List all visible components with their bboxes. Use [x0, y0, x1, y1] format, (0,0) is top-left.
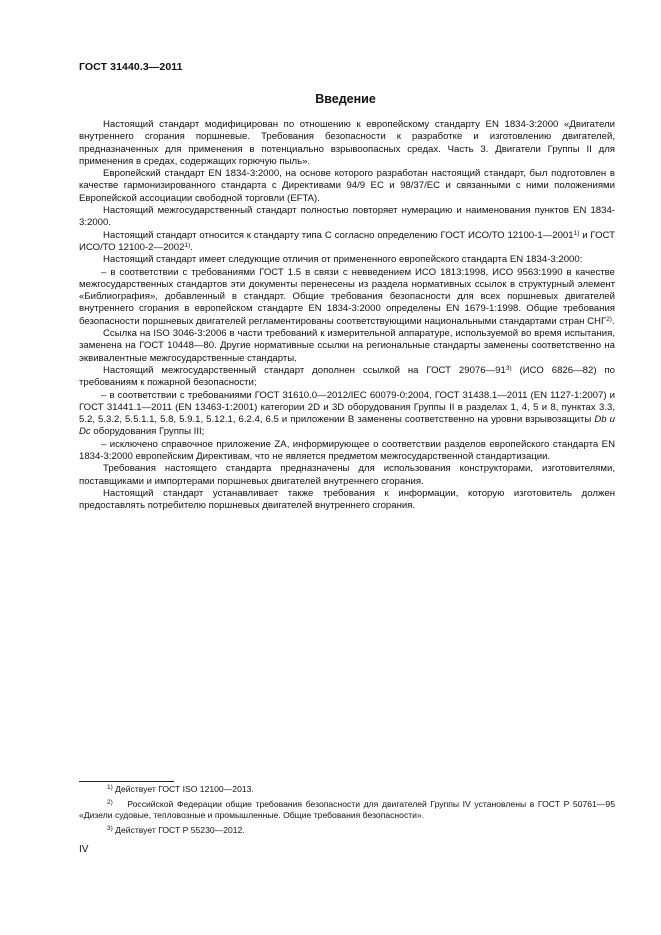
paragraph: Настоящий стандарт имеет следующие отличия от примененного европейского стандарта EN 1834-3:2000: — [103, 254, 583, 266]
paragraph: Настоящий межгосударственный стандарт полностью повторяет нумерацию и наименования пунктов EN 1834-3:2000. — [79, 205, 615, 229]
footnote-text: Российской Федерации общие требования безопасности для двигателей Группы IV установлены в ГОСТ Р 50761—95 «Дизели судовые, тепловозные и промышленные. Общие требования безопасности». — [79, 798, 615, 821]
italic-text: Db — [594, 414, 607, 426]
paragraph-text: – в соответствии с требованиями ГОСТ 1.5 в связи с невведением ИСО 1813:1998, ИСО 9563:1990 в качестве межгосударственных стандартов эти документы перенесены из раздела нормативных ссылок в структурный элемент «Библиография», добавленный в стандарт. Общие требования безопасности для всех поршневых двигателей внутреннего сгорания в европейском стандарте EN 1834-3:2000 определены EN 1679-1:1998. Общие требования безопасности поршневых двигателей регламентированы соответствующими национальными стандартами стран СНГ — [79, 266, 615, 327]
paragraph: Европейский стандарт EN 1834-3:2000, на основе которого разработан настоящий стандарт, был подготовлен в качестве гармонизированного стандарта с Директивами 94/9 ЕС и 98/37/ЕС и связанными с ними положениями Европейской ассоциации свободной торговли (EFTA). — [79, 168, 615, 204]
paragraph-text: оборудования Группы III; — [90, 426, 205, 438]
paragraph-text: – в соответствии с требованиями ГОСТ 31610.0—2012/IEC 60079-0:2004, ГОСТ 31438.1—2011 (EN 1127-1:2007) и ГОСТ 31441.1—2011 (EN 13463-1:2001) категории 2D и 3D оборудования Группы II в разделах 1, 4, 5 и 8, пунктах 3.3, 5.2, 5.3.2, 5.5.1.1, 5.8, 5.9.1, 5.12.1, 6.2.4, 6.5 и приложении В заменены соответственно на уровни взрывозащиты — [79, 389, 615, 426]
footnote-ref: 2) — [606, 315, 612, 323]
footnote-text: Действует ГОСТ ISO 12100—2013. — [115, 784, 254, 794]
footnote-ref: 1) — [184, 241, 191, 249]
footnote-mark: 1) — [107, 784, 113, 791]
paragraph: Ссылка на ISO 3046-3:2006 в части требований к измерительной аппаратуре, используемой во время испытания, заменена на ГОСТ 10448—80. Другие нормативные ссылки на региональные стандарты заменены соответственно на эквивалентные межгосударственные стандарты. — [79, 328, 615, 364]
footnote-mark: 3) — [107, 824, 113, 832]
paragraph-text: Настоящий межгосударственный стандарт дополнен ссылкой на ГОСТ 29076—91 — [103, 364, 506, 376]
list-item — [79, 267, 615, 328]
italic-text: Dc — [79, 426, 91, 438]
footnote-text: Действует ГОСТ Р 55230—2012. — [115, 824, 245, 835]
paragraph — [79, 230, 615, 255]
footnote-ref: 3) — [505, 364, 512, 372]
paragraph-text: и ГОСТ ИСО/ТО 12100-2—2002 — [79, 229, 615, 253]
footnote — [79, 825, 615, 837]
paragraph-text: (ИСО 6826—82) по требованиям к пожарной безопасности; — [79, 364, 615, 389]
body-text — [79, 119, 615, 513]
standard-designation: ГОСТ 31440.3—2011 — [79, 61, 183, 73]
footnote — [79, 784, 615, 796]
paragraph: Настоящий стандарт модифицирован по отношению к европейскому стандарту EN 1834-3:2000 «Двигатели внутреннего сгорания поршневые. Требования безопасности к разработке и изготовлению двигателей, предназначенных для применения в потенциально взрывоопасных средах. Часть 3. Двигатели Группы II для применения в средах, содержащих горючую пыль». — [79, 119, 615, 167]
paragraph: Требования настоящего стандарта предназначены для использования конструкторами, изготовителями, поставщиками и импортерами поршневых двигателей внутреннего сгорания. — [79, 463, 615, 487]
italic-text: и — [609, 414, 615, 426]
footnotes — [79, 784, 615, 839]
footnote — [79, 799, 615, 822]
paragraph-text: Настоящий стандарт относится к стандарту типа С согласно определению ГОСТ ИСО/ТО 12100-1—2001 — [103, 229, 574, 241]
footnote-mark: 2) — [107, 798, 113, 806]
paragraph: Настоящий стандарт устанавливает также требования к информации, которую изготовитель должен предоставлять потребителю поршневых двигателей внутреннего сгорания. — [79, 487, 615, 512]
list-item: – исключено справочное приложение ZA, информирующее о соответствии разделов европейского стандарта EN 1834-3:2000 европейским Директивам, что не является предметом межгосударственной стандартизации. — [79, 438, 615, 463]
footnote-ref: 1) — [573, 229, 580, 237]
paragraph — [79, 365, 615, 390]
footnote-separator — [79, 781, 174, 782]
section-title: Введение — [315, 92, 376, 106]
paragraph-text: . — [190, 241, 193, 253]
paragraph-text: . — [611, 315, 615, 327]
list-item — [79, 390, 615, 439]
page-number: IV — [79, 844, 89, 855]
